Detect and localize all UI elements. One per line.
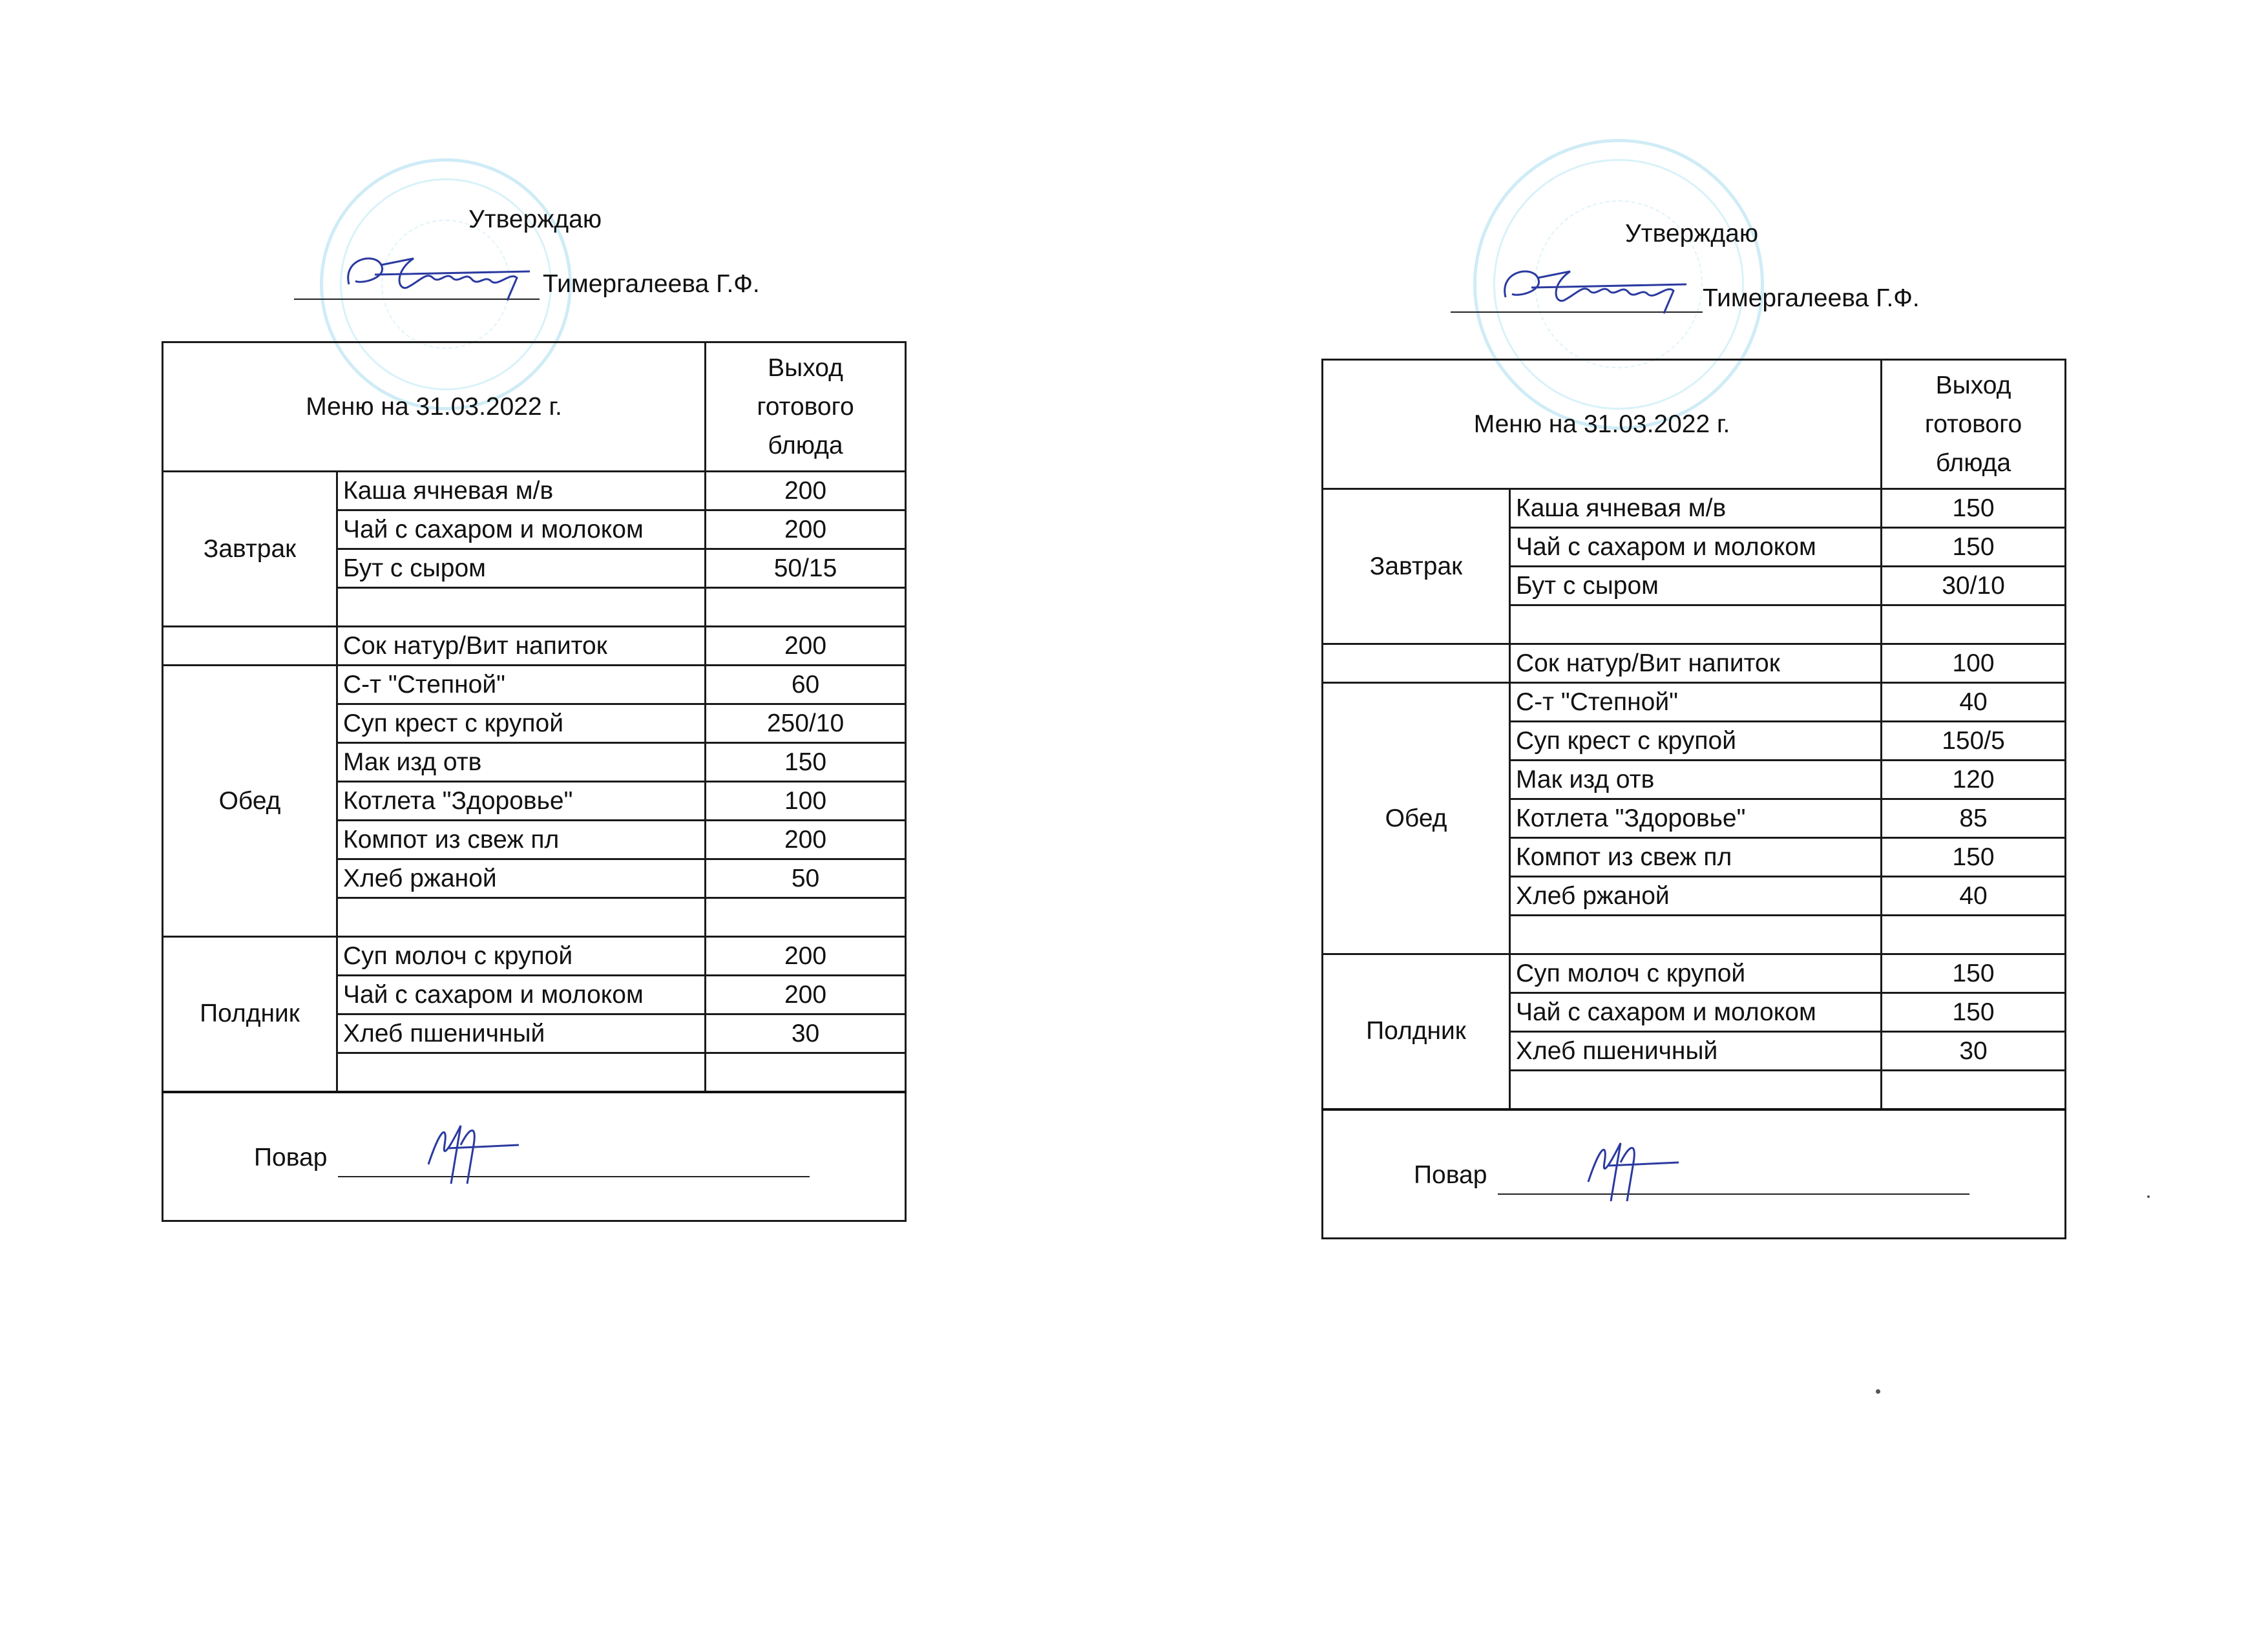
yield-header-line: готового: [757, 392, 854, 421]
approval-label: Утверждаю: [1625, 220, 1759, 247]
menu-table-body: [1323, 360, 2066, 1239]
speck: [1876, 1389, 1880, 1394]
header-row: [163, 342, 906, 472]
dish-yield: 150: [706, 743, 906, 782]
dish-name: [1510, 1071, 1882, 1109]
dish-name: Суп крест с крупой: [337, 704, 706, 743]
dish-name: Чай с сахаром и молоком: [1510, 993, 1882, 1032]
dish-name: Чай с сахаром и молоком: [337, 510, 706, 549]
header-row: [1323, 360, 2066, 489]
dish-yield: 200: [706, 976, 906, 1014]
dish-name: Котлета "Здоровье": [337, 782, 706, 821]
director-signature: [1493, 258, 1706, 317]
yield-header: [1882, 360, 2066, 489]
dish-name: С-т "Степной": [1510, 683, 1882, 722]
menu-table-body: [163, 342, 906, 1221]
dish-yield: 30/10: [1882, 567, 2066, 605]
menu-sheet-right: [1308, 139, 2052, 1367]
dish-yield: [706, 588, 906, 627]
dish-yield: [706, 898, 906, 937]
dish-name: [1510, 916, 1882, 954]
dish-name: Суп молоч с крупой: [337, 937, 706, 976]
yield-header-line: готового: [1924, 410, 2022, 438]
dish-yield: 40: [1882, 683, 2066, 722]
dish-name: Сок натур/Вит напиток: [1510, 644, 1882, 683]
dish-name: Хлеб ржаной: [1510, 877, 1882, 916]
dish-yield: 200: [706, 472, 906, 510]
dish-yield: 120: [1882, 761, 2066, 799]
menu-row: [163, 937, 906, 976]
dish-name: Каша ячневая м/в: [337, 472, 706, 510]
dish-name: С-т "Степной": [337, 666, 706, 704]
dish-yield: 60: [706, 666, 906, 704]
dish-name: Котлета "Здоровье": [1510, 799, 1882, 838]
meal-label: Обед: [1323, 683, 1510, 954]
yield-header-line: Выход: [1935, 371, 2011, 399]
meal-label: Обед: [163, 666, 337, 937]
dish-name: Бут с сыром: [1510, 567, 1882, 605]
dish-yield: 200: [706, 821, 906, 859]
cook-label: Повар: [1414, 1161, 1487, 1189]
meal-label: [163, 627, 337, 666]
dish-yield: [1882, 1071, 2066, 1109]
dish-yield: 150: [1882, 489, 2066, 528]
cook-signature: [1582, 1137, 1692, 1214]
dish-name: [1510, 605, 1882, 644]
dish-yield: 200: [706, 937, 906, 976]
dish-yield: 200: [706, 510, 906, 549]
approver-name: Тимергалеева Г.Ф.: [543, 270, 760, 298]
dish-yield: 100: [1882, 644, 2066, 683]
cook-signature: [422, 1119, 532, 1197]
yield-header: [706, 342, 906, 472]
dish-yield: [1882, 916, 2066, 954]
cook-label: Повар: [254, 1143, 328, 1171]
menu-title: Меню на 31.03.2022 г.: [163, 342, 706, 472]
cook-sign-line: [338, 1176, 810, 1177]
dish-yield: 50/15: [706, 549, 906, 588]
dish-name: Каша ячневая м/в: [1510, 489, 1882, 528]
dish-yield: 150/5: [1882, 722, 2066, 761]
yield-header-line: Выход: [768, 353, 843, 382]
approver-name: Тимергалеева Г.Ф.: [1703, 284, 1920, 312]
cook-signature-cell: [1323, 1109, 2066, 1239]
dish-name: Сок натур/Вит напиток: [337, 627, 706, 666]
dish-yield: 50: [706, 859, 906, 898]
dish-yield: 85: [1882, 799, 2066, 838]
meal-label: Полдник: [1323, 954, 1510, 1109]
dish-name: Компот из свеж пл: [337, 821, 706, 859]
meal-label: Завтрак: [163, 472, 337, 627]
menu-title: Меню на 31.03.2022 г.: [1323, 360, 1882, 489]
menu-table: [1321, 359, 2066, 1239]
dish-name: Компот из свеж пл: [1510, 838, 1882, 877]
dish-yield: 30: [1882, 1032, 2066, 1071]
dish-name: Мак изд отв: [1510, 761, 1882, 799]
dish-yield: 150: [1882, 528, 2066, 567]
dish-name: Суп молоч с крупой: [1510, 954, 1882, 993]
approval-label: Утверждаю: [468, 205, 602, 233]
yield-header-line: блюда: [1935, 448, 2011, 477]
dish-name: Чай с сахаром и молоком: [1510, 528, 1882, 567]
menu-row: [1323, 489, 2066, 528]
dish-name: Бут с сыром: [337, 549, 706, 588]
menu-row: [1323, 954, 2066, 993]
cook-sign-line: [1498, 1193, 1969, 1195]
director-signature: [336, 246, 549, 304]
footer-row: [163, 1092, 906, 1221]
menu-row: [1323, 683, 2066, 722]
dish-name: Хлеб ржаной: [337, 859, 706, 898]
meal-label: Завтрак: [1323, 489, 1510, 644]
dish-yield: 30: [706, 1014, 906, 1053]
dish-name: Хлеб пшеничный: [337, 1014, 706, 1053]
dish-yield: 150: [1882, 993, 2066, 1032]
dish-yield: 150: [1882, 954, 2066, 993]
dish-name: Хлеб пшеничный: [1510, 1032, 1882, 1071]
dish-name: Чай с сахаром и молоком: [337, 976, 706, 1014]
meal-label: [1323, 644, 1510, 683]
dish-yield: 200: [706, 627, 906, 666]
dish-yield: 150: [1882, 838, 2066, 877]
dish-yield: 100: [706, 782, 906, 821]
dish-name: [337, 588, 706, 627]
footer-row: [1323, 1109, 2066, 1239]
dish-yield: [1882, 605, 2066, 644]
menu-row: [163, 627, 906, 666]
cook-signature-cell: [163, 1092, 906, 1221]
yield-header-line: блюда: [768, 431, 843, 459]
menu-sheet-left: [149, 149, 892, 1376]
speck: [2147, 1195, 2150, 1198]
dish-yield: 250/10: [706, 704, 906, 743]
dish-name: Суп крест с крупой: [1510, 722, 1882, 761]
menu-table: [162, 341, 907, 1222]
meal-label: Полдник: [163, 937, 337, 1092]
menu-row: [163, 666, 906, 704]
dish-name: [337, 898, 706, 937]
menu-row: [1323, 644, 2066, 683]
menu-row: [163, 472, 906, 510]
dish-yield: 40: [1882, 877, 2066, 916]
dish-yield: [706, 1053, 906, 1092]
dish-name: [337, 1053, 706, 1092]
dish-name: Мак изд отв: [337, 743, 706, 782]
